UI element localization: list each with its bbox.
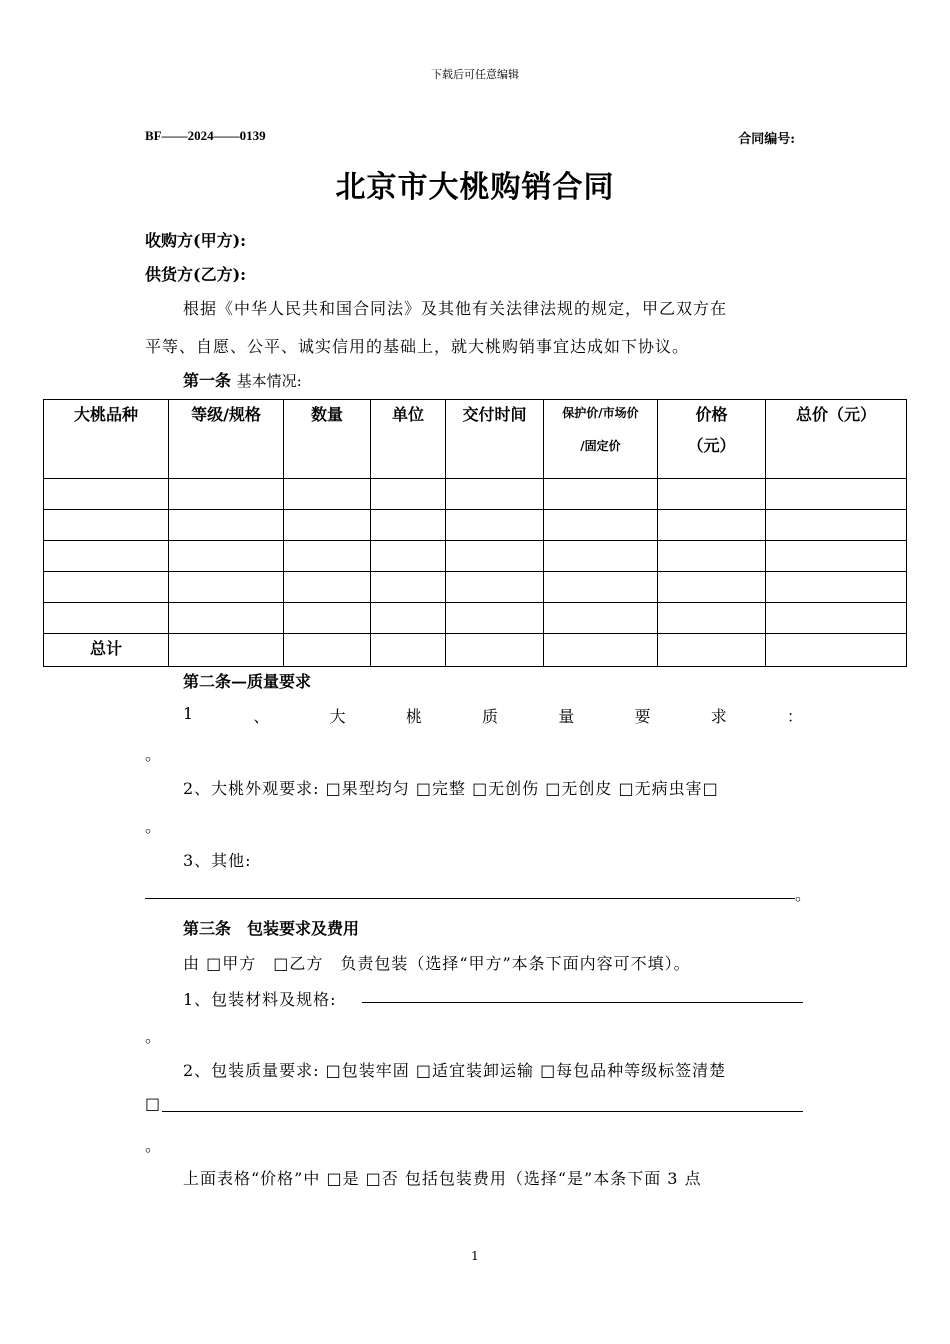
other-requirement-end: 。 <box>795 885 813 904</box>
table-row <box>44 541 907 572</box>
quality-requirement-line: 1 、 大 桃 质 量 要 求 ： <box>183 704 803 726</box>
buyer-label: 收购方(甲方): <box>145 231 247 250</box>
intro-line-1: 根据《中华人民共和国合同法》及其他有关法律法规的规定，甲乙双方在 <box>183 299 728 318</box>
packaging-material-end: 。 <box>145 1027 163 1046</box>
contract-number-label: 合同编号: <box>738 132 795 147</box>
packaging-quality-field[interactable] <box>162 1111 803 1112</box>
table-header-cell: 数量 <box>284 400 371 479</box>
seller-label: 供货方(乙方): <box>145 265 247 284</box>
quality-item-1-end: 。 <box>145 745 163 764</box>
other-requirement-field[interactable] <box>145 898 795 899</box>
appearance-requirement: 2、大桃外观要求: □果型均匀 □完整 □无创伤 □无创皮 □无病虫害□ <box>183 779 719 798</box>
packaging-cost-line: 上面表格“价格”中 □是 □否 包括包装费用（选择“是”本条下面 3 点 <box>183 1169 702 1188</box>
header-note: 下载后可任意编辑 <box>431 68 519 81</box>
table-row <box>44 479 907 510</box>
packaging-quality-end: 。 <box>145 1136 163 1155</box>
appearance-item-end: 。 <box>145 817 163 836</box>
table-header-cell: 单位 <box>371 400 446 479</box>
page-title: 北京市大桃购销合同 <box>335 170 615 205</box>
article-1-label: 第一条 <box>183 371 232 390</box>
table-header-row <box>44 400 907 479</box>
page-number: 1 <box>471 1249 479 1263</box>
packaging-material-field[interactable] <box>362 1002 803 1003</box>
other-requirement-label: 3、其他: <box>183 851 252 870</box>
table-row <box>44 572 907 603</box>
article-2-title: 第二条—质量要求 <box>183 672 312 691</box>
table-row <box>44 510 907 541</box>
packaging-material-label: 1、包装材料及规格: <box>183 990 337 1009</box>
total-label: 总计 <box>44 634 169 667</box>
table-header-cell: 保护价/市场价 /固定价 <box>544 400 658 479</box>
article-3-title: 第三条 包装要求及费用 <box>183 919 360 938</box>
packaging-quality-requirement: 2、包装质量要求: □包装牢固 □适宜装卸运输 □每包品种等级标签清楚 <box>183 1061 727 1080</box>
table-header-cell: 交付时间 <box>446 400 544 479</box>
article-1-heading <box>183 368 302 391</box>
table-header-cell: 大桃品种 <box>44 400 169 479</box>
packaging-quality-checkbox[interactable]: □ <box>145 1094 162 1113</box>
intro-line-2: 平等、自愿、公平、诚实信用的基础上，就大桃购销事宜达成如下协议。 <box>145 337 690 356</box>
basic-info-table <box>43 399 907 667</box>
table-header-cell: 等级/规格 <box>169 400 284 479</box>
table-row <box>44 603 907 634</box>
document-number: BF——2024——0139 <box>145 128 266 143</box>
packaging-responsibility: 由 □甲方 □乙方 负责包装（选择“甲方”本条下面内容可不填）。 <box>183 954 691 973</box>
table-header-cell: 总价（元） <box>766 400 907 479</box>
table-header-cell: 价格 （元） <box>658 400 766 479</box>
article-1-text: 基本情况: <box>236 372 302 390</box>
table-total-row <box>44 634 907 667</box>
